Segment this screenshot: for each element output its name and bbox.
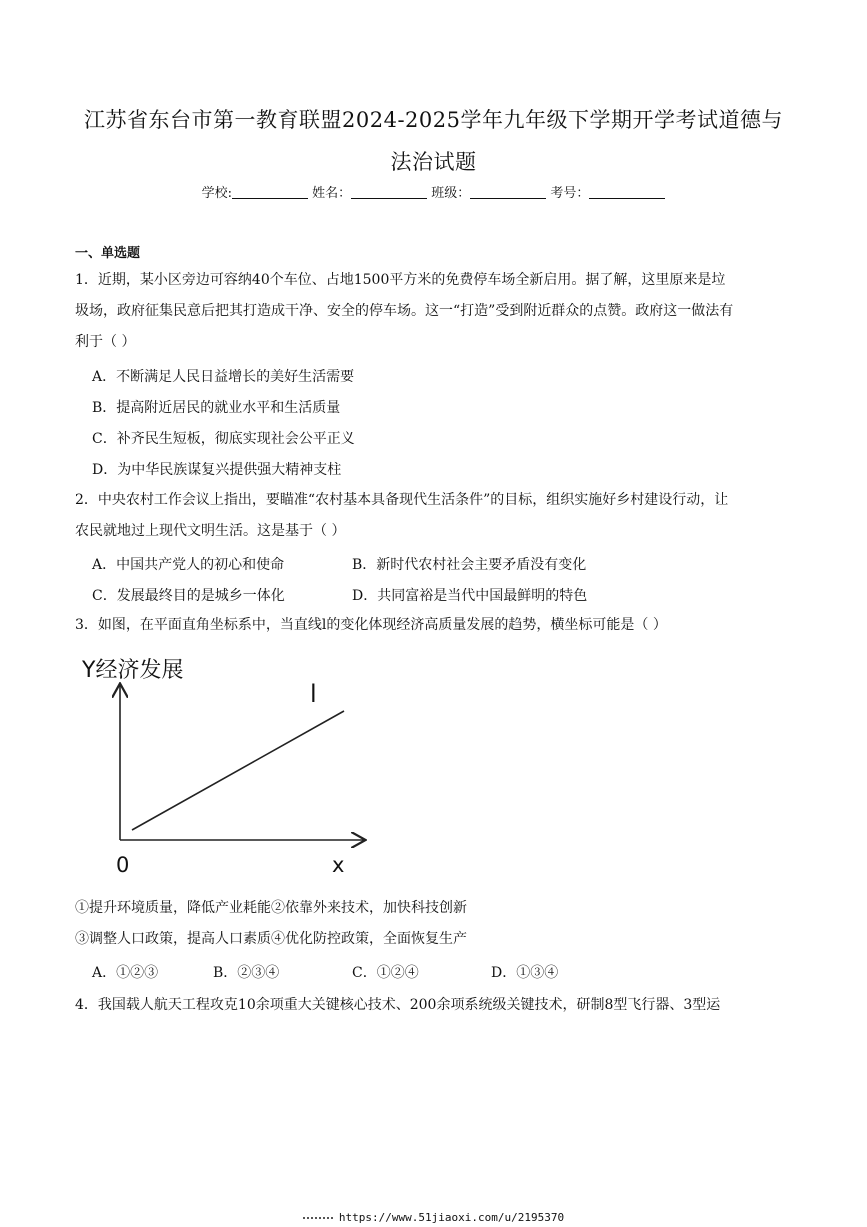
q2-option-a: A．中国共产党人的初心和使命	[92, 557, 285, 573]
q2-option-c: C．发展最终目的是城乡一体化	[92, 588, 285, 604]
y-axis-label: Y经济发展	[82, 658, 184, 683]
name-blank	[351, 186, 427, 199]
trend-line-l	[132, 711, 344, 830]
q1-option-d: D．为中华民族谋复兴提供强大精神支柱	[92, 462, 342, 478]
q3-option-d: D．①③④	[491, 965, 559, 981]
line-label: l	[310, 680, 317, 708]
q2-stem-line-1: 2．中央农村工作会议上指出，要瞄准“农村基本具备现代生活条件”的目标，组织实施好乡村建设行动，让	[75, 492, 729, 508]
q3-item-line-2: ③调整人口政策，提高人口素质④优化防控政策，全面恢复生产	[75, 931, 467, 947]
exam-number-label: 考号：	[550, 186, 590, 201]
student-info-row	[0, 182, 867, 201]
q2-option-d: D．共同富裕是当代中国最鲜明的特色	[352, 588, 588, 604]
q1-option-b: B．提高附近居民的就业水平和生活质量	[92, 400, 341, 416]
section-heading: 一、单选题	[75, 246, 141, 261]
q1-option-c: C．补齐民生短板，彻底实现社会公平正义	[92, 431, 355, 447]
q2-stem-line-2: 农民就地过上现代文明生活。这是基于（ ）	[75, 523, 346, 539]
origin-label: 0	[116, 853, 130, 877]
school-label: 学校:	[201, 186, 232, 201]
q1-option-a: A．不断满足人民日益增长的美好生活需要	[92, 369, 355, 385]
q3-item-line-1: ①提升环境质量，降低产业耗能②依靠外来技术，加快科技创新	[75, 900, 467, 916]
class-label: 班级：	[431, 186, 471, 201]
q2-option-b: B．新时代农村社会主要矛盾没有变化	[352, 557, 587, 573]
page-footer	[0, 1211, 867, 1224]
q3-option-a: A．①②③	[92, 965, 159, 981]
class-blank	[470, 186, 546, 199]
q3-stem: 3．如图，在平面直角坐标系中，当直线l的变化体现经济高质量发展的趋势，横坐标可能是（ ）	[75, 617, 667, 633]
footer-url[interactable]: https://www.51jiaoxi.com/u/2195370	[338, 1211, 565, 1224]
name-label: 姓名：	[312, 186, 352, 201]
school-blank	[232, 186, 308, 199]
q3-coordinate-figure	[78, 650, 378, 880]
exam-number-blank	[589, 186, 665, 199]
q1-stem-line-3: 利于（ ）	[75, 334, 136, 350]
x-axis-label: x	[332, 853, 345, 877]
footer-logo-icon	[303, 1211, 333, 1219]
exam-title-line-1: 江苏省东台市第一教育联盟2024-2025学年九年级下学期开学考试道德与	[84, 108, 783, 132]
exam-title-line-2: 法治试题	[390, 150, 477, 174]
q4-stem: 4．我国载人航天工程攻克10余项重大关键核心技术、200余项系统级关键技术，研制8型飞行器、3型运	[75, 997, 721, 1013]
q3-option-b: B．②③④	[213, 965, 280, 981]
q1-stem-line-2: 圾场，政府征集民意后把其打造成干净、安全的停车场。这一“打造”受到附近群众的点赞。政府这一做法有	[75, 303, 734, 319]
q1-stem-line-1: 1．近期，某小区旁边可容纳40个车位、占地1500平方米的免费停车场全新启用。据了解，这里原来是垃	[75, 272, 726, 288]
q3-option-c: C．①②④	[352, 965, 419, 981]
